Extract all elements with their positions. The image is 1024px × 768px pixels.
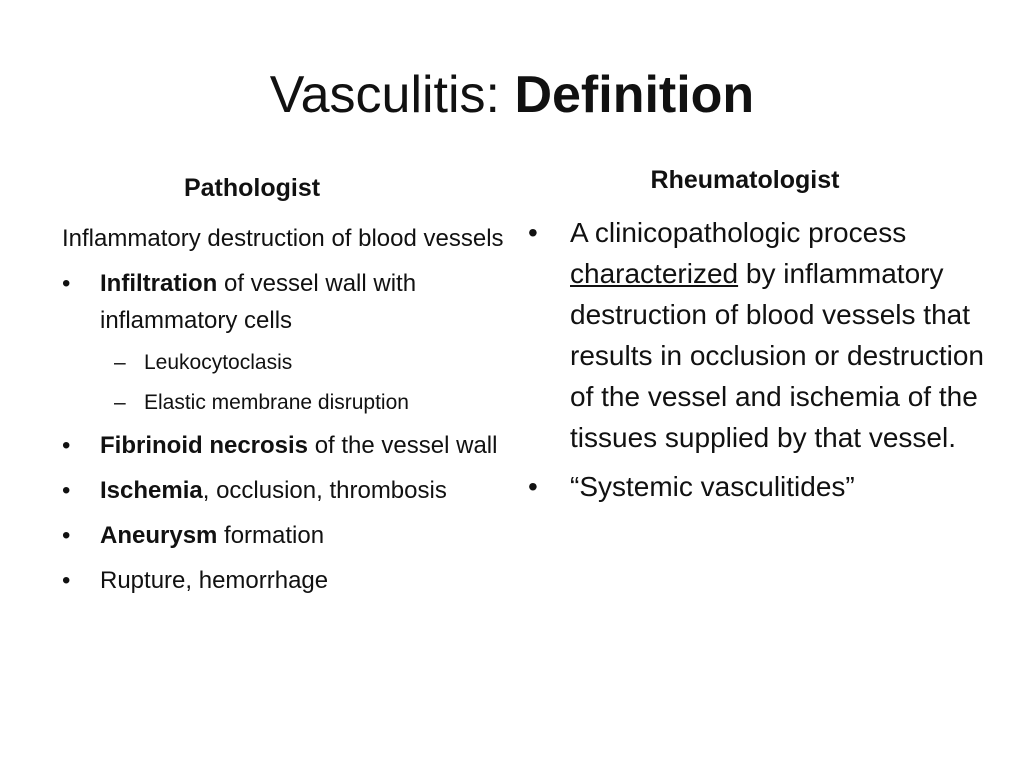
underlined-word: characterized xyxy=(570,258,739,289)
list-item-bold: Ischemia xyxy=(100,477,203,504)
list-item-text: of the vessel wall xyxy=(308,432,498,459)
pathologist-intro: Inflammatory destruction of blood vessels xyxy=(62,225,504,252)
bullet-icon: • xyxy=(528,217,538,248)
list-item-systemic-vasculitides xyxy=(528,466,988,507)
sub-item-text: Elastic membrane disruption xyxy=(144,391,409,414)
bullet-icon: • xyxy=(528,471,538,502)
pathologist-heading: Pathologist xyxy=(183,174,321,202)
slide-title xyxy=(0,62,1024,128)
rheumatologist-heading: Rheumatologist xyxy=(650,166,840,194)
bullet-icon: • xyxy=(62,432,71,459)
list-item-fibrinoid-necrosis xyxy=(62,427,514,464)
bullet-icon: • xyxy=(62,477,71,504)
bullet-icon: • xyxy=(62,270,71,297)
list-item-text: “Systemic vasculitides” xyxy=(570,471,855,502)
list-item-aneurysm xyxy=(62,517,514,554)
list-item-ischemia xyxy=(62,472,514,509)
definition-text-end: by inflammatory destruction of blood vessels that results in occlusion or destruction of the vessel and ischemia of the tissues supplied by that vessel. xyxy=(570,258,984,453)
definition-text-start: A clinicopathologic process xyxy=(570,217,907,248)
list-item-rupture xyxy=(62,562,514,599)
bullet-icon: • xyxy=(62,567,71,594)
list-item-infiltration xyxy=(62,265,514,339)
list-item-text: of vessel wall with inflammatory cells xyxy=(100,270,417,334)
pathologist-column xyxy=(62,220,514,607)
list-item-definition xyxy=(528,212,988,458)
dash-icon: – xyxy=(114,391,126,414)
sub-item-text: Leukocytoclasis xyxy=(144,351,293,374)
list-item-bold: Infiltration xyxy=(100,270,218,297)
title-bold-text: Definition xyxy=(514,66,755,124)
bullet-icon: • xyxy=(62,522,71,549)
title-text: Vasculitis: xyxy=(269,66,515,124)
dash-icon: – xyxy=(114,351,126,374)
list-item-text: formation xyxy=(217,522,325,549)
sub-item-leukocytoclasis xyxy=(62,347,514,379)
list-item-bold: Fibrinoid necrosis xyxy=(100,432,309,459)
rheumatologist-column xyxy=(528,212,988,515)
list-item-text: Rupture, hemorrhage xyxy=(100,567,329,594)
list-item-text: , occlusion, thrombosis xyxy=(202,477,447,504)
list-item-bold: Aneurysm xyxy=(100,522,218,549)
sub-item-elastic-membrane xyxy=(62,387,514,419)
